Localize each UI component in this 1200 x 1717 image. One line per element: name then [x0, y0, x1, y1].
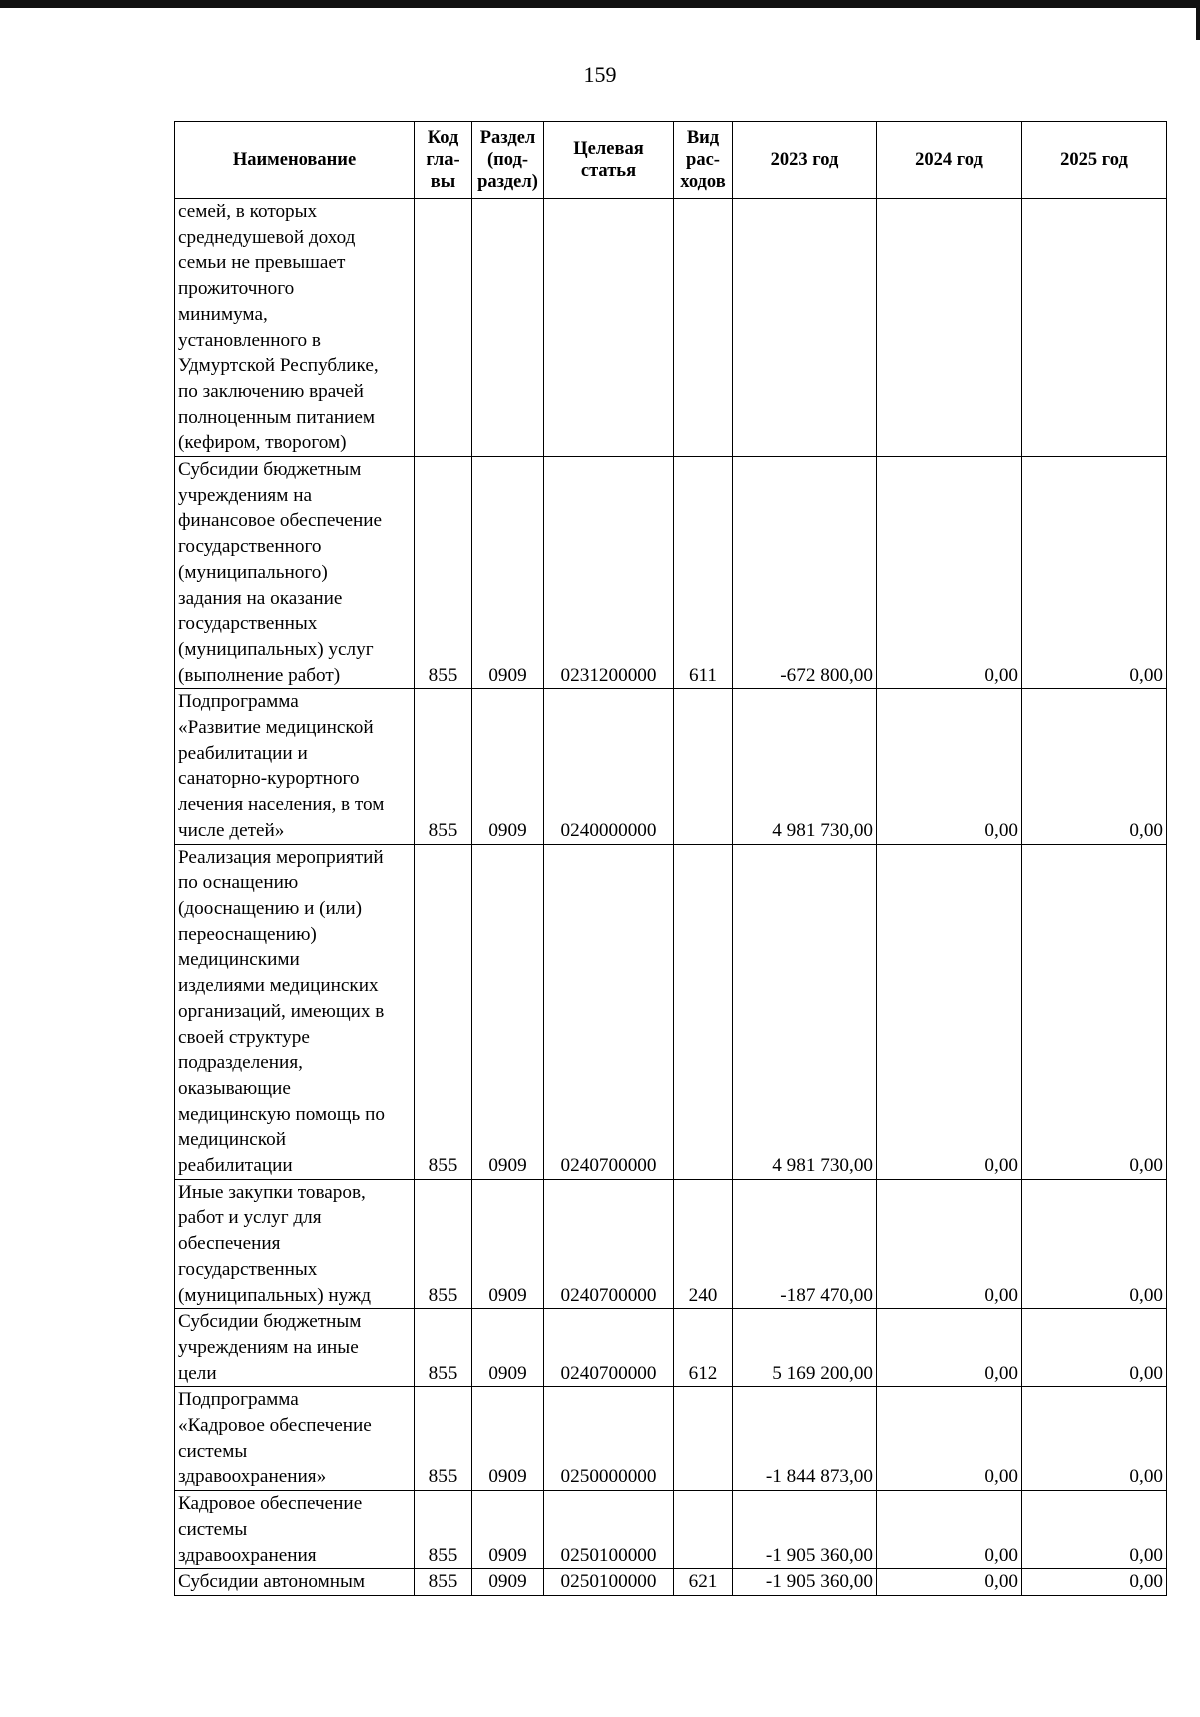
row-section: [472, 199, 544, 457]
table-row: [175, 1491, 1167, 1569]
row-2023: -1 905 360,00: [733, 1491, 877, 1569]
row-name: семей, в которых среднедушевой доход семьи не превышает прожиточного минимума, установленного в Удмуртской Республике, по заключению врачей полноценным питанием (кефиром, творогом): [175, 199, 415, 457]
table-row: [175, 844, 1167, 1179]
row-section: 0909: [472, 457, 544, 689]
row-2023: 4 981 730,00: [733, 689, 877, 844]
header-section: Раздел (под-раздел): [472, 122, 544, 199]
row-2023: -1 905 360,00: [733, 1569, 877, 1596]
header-name: Наименование: [175, 122, 415, 199]
row-type: 611: [674, 457, 733, 689]
row-2024: 0,00: [877, 1179, 1022, 1309]
header-expense-type: Вид рас-ходов: [674, 122, 733, 199]
row-article: 0250000000: [544, 1387, 674, 1491]
table-row: [175, 457, 1167, 689]
row-type: 621: [674, 1569, 733, 1596]
row-name: Кадровое обеспечение системы здравоохранения: [175, 1491, 415, 1569]
row-type: [674, 844, 733, 1179]
row-article: 0250100000: [544, 1569, 674, 1596]
row-article: [544, 199, 674, 457]
row-section: 0909: [472, 1179, 544, 1309]
header-2024: 2024 год: [877, 122, 1022, 199]
table-row: [175, 1569, 1167, 1596]
row-type: [674, 1387, 733, 1491]
row-section: 0909: [472, 1569, 544, 1596]
row-name: Реализация мероприятий по оснащению (дооснащению и (или) переоснащению) медицинскими изделиями медицинских организаций, имеющих в своей структуре подразделения, оказывающие медицинскую помощь по медицинской реабилитации: [175, 844, 415, 1179]
row-2023: -672 800,00: [733, 457, 877, 689]
table-row: [175, 689, 1167, 844]
row-type: 240: [674, 1179, 733, 1309]
table-header-row: [175, 122, 1167, 199]
row-name: Подпрограмма «Развитие медицинской реабилитации и санаторно-курортного лечения населения, в том числе детей»: [175, 689, 415, 844]
table-row: [175, 1309, 1167, 1387]
row-2025: 0,00: [1022, 1179, 1167, 1309]
row-2025: 0,00: [1022, 1569, 1167, 1596]
budget-table: [174, 121, 1167, 1596]
row-article: 0240700000: [544, 1309, 674, 1387]
header-chapter-code: Код гла-вы: [415, 122, 472, 199]
row-2023: 5 169 200,00: [733, 1309, 877, 1387]
row-chapter: 855: [415, 1569, 472, 1596]
scan-edge-top: [0, 0, 1200, 8]
row-section: 0909: [472, 689, 544, 844]
table-row: [175, 199, 1167, 457]
scan-edge-right: [1196, 0, 1200, 40]
row-2025: 0,00: [1022, 689, 1167, 844]
row-chapter: 855: [415, 457, 472, 689]
row-2025: 0,00: [1022, 1491, 1167, 1569]
row-type: [674, 199, 733, 457]
row-2024: 0,00: [877, 1569, 1022, 1596]
row-chapter: 855: [415, 1387, 472, 1491]
row-chapter: 855: [415, 844, 472, 1179]
row-chapter: 855: [415, 1179, 472, 1309]
row-type: [674, 1491, 733, 1569]
row-section: 0909: [472, 844, 544, 1179]
row-chapter: 855: [415, 689, 472, 844]
row-chapter: 855: [415, 1309, 472, 1387]
row-2024: 0,00: [877, 1491, 1022, 1569]
row-article: 0240700000: [544, 844, 674, 1179]
row-name: Субсидии автономным: [175, 1569, 415, 1596]
header-2025: 2025 год: [1022, 122, 1167, 199]
row-2025: 0,00: [1022, 844, 1167, 1179]
header-target-article: Целевая статья: [544, 122, 674, 199]
row-2024: 0,00: [877, 844, 1022, 1179]
row-article: 0240700000: [544, 1179, 674, 1309]
row-2025: 0,00: [1022, 1309, 1167, 1387]
row-2025: 0,00: [1022, 1387, 1167, 1491]
row-chapter: 855: [415, 1491, 472, 1569]
row-2023: -1 844 873,00: [733, 1387, 877, 1491]
table-row: [175, 1387, 1167, 1491]
header-2023: 2023 год: [733, 122, 877, 199]
row-name: Иные закупки товаров, работ и услуг для обеспечения государственных (муниципальных) нужд: [175, 1179, 415, 1309]
page-number: 159: [583, 62, 617, 87]
row-2024: 0,00: [877, 1387, 1022, 1491]
row-name: Субсидии бюджетным учреждениям на иные цели: [175, 1309, 415, 1387]
row-article: 0250100000: [544, 1491, 674, 1569]
row-article: 0240000000: [544, 689, 674, 844]
row-type: 612: [674, 1309, 733, 1387]
row-2023: [733, 199, 877, 457]
row-chapter: [415, 199, 472, 457]
row-section: 0909: [472, 1387, 544, 1491]
row-type: [674, 689, 733, 844]
row-2024: 0,00: [877, 689, 1022, 844]
row-2024: [877, 199, 1022, 457]
row-2024: 0,00: [877, 457, 1022, 689]
row-2025: [1022, 199, 1167, 457]
row-section: 0909: [472, 1491, 544, 1569]
row-2025: 0,00: [1022, 457, 1167, 689]
row-name: Субсидии бюджетным учреждениям на финансовое обеспечение государственного (муниципального) задания на оказание государственных (муниципальных) услуг (выполнение работ): [175, 457, 415, 689]
row-name: Подпрограмма «Кадровое обеспечение системы здравоохранения»: [175, 1387, 415, 1491]
row-2023: -187 470,00: [733, 1179, 877, 1309]
row-2024: 0,00: [877, 1309, 1022, 1387]
table-row: [175, 1179, 1167, 1309]
row-article: 0231200000: [544, 457, 674, 689]
row-section: 0909: [472, 1309, 544, 1387]
row-2023: 4 981 730,00: [733, 844, 877, 1179]
